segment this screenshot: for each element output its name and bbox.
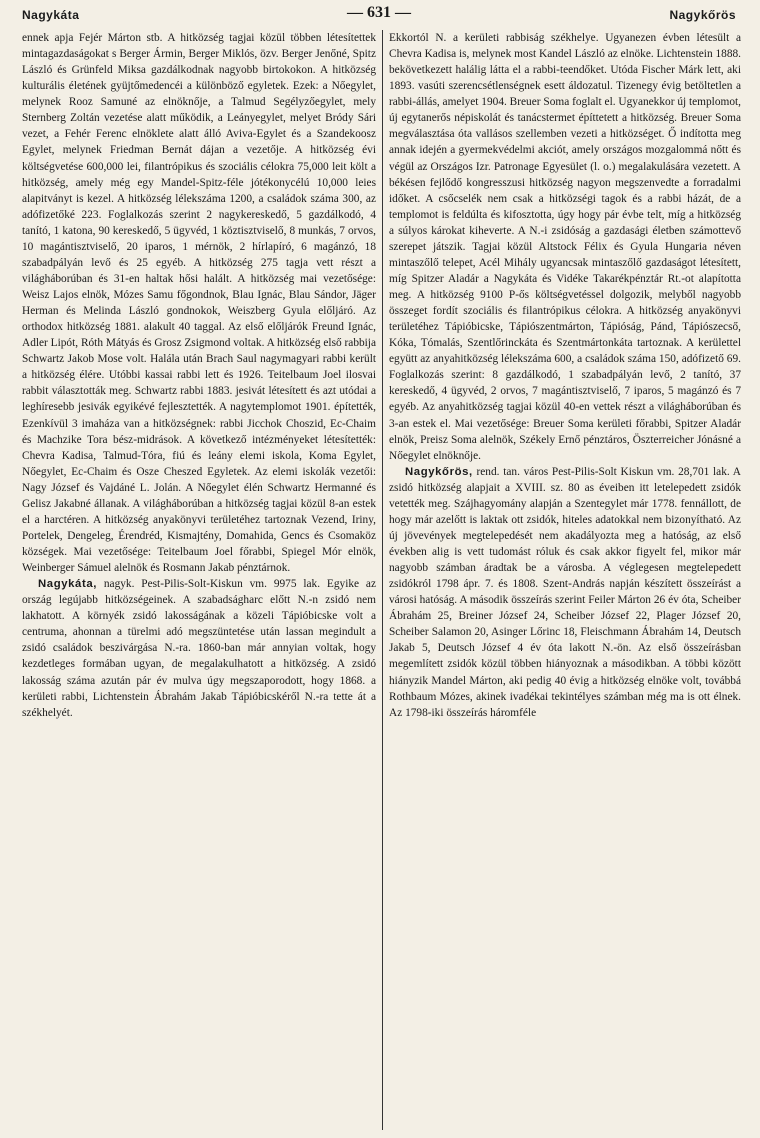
- column-divider: [382, 30, 383, 1130]
- entry-nagykata: [22, 576, 376, 721]
- right-column: [389, 30, 741, 721]
- left-paragraph-1: ennek apja Fejér Márton stb. A hitközség tagjai közül többen létesítettek mintagazdaságokat s Berger Ármin, Berger Miklós, özv. Berger Jenőné, Spitz László és Grünfeld Miksa gazdálkodnak nagyobb birtokokon. A hitközség kulturális életének gyüjtőmedencéi a különböző egyletek. Ezek: a Nőegylet, melynek Rooz Samuné az elnöknője, a Talmud Segélyzőegylet, mely Sternberg Zoltán vezetése alatt működik, a Leányegylet, melyet Bródy Sári vezet, a Fehér Ferenc elnöklete alatt álló Aviva-Egylet és a Szandekoosz Egylet, melynek Friedman Bernát dájan a vezetője. A hitközség évi költségvetése 600,000 lei, filantrópikus és szociális célokra 75,000 leit költ a hitközség, amely még egy Mandel-Spitz-féle jótékonycélú 10,000 leies alapitványt is kezel. A hitközség lélekszáma 1200, a családok száma 300, az adófizetőké 223. Foglalkozás szerint 2 nagykereskedő, 5 gazdálkodó, 4 tanító, 1 katona, 90 kereskedő, 5 ügyvéd, 1 köztisztviselő, 8 munkás, 7 orvos, 10 magántisztviselő, 20 iparos, 1 mérnök, 2 hírlapíró, 6 magánzó, 18 szabadpályán levő és 25 egyéb. A hitközség 275 tagja vett részt a világháborúban és 31-en haltak hősi halált. A hitközség mai vezetősége: Weisz Lajos elnök, Mózes Samu főgondnok, Blau Ignác, Blau Sándor, Jäger Herman és Melinda László gondnokok, Weiszberg Gyula előljáró. Az orthodox hitközség 1881. alakult 40 taggal. Az első előljárók Freund Ignác, Adler Lipót, Róth Mátyás és Grosz Zsigmond voltak. A hitközség első rabbija Schwartz Jakob Mose volt. Halála után Brach Saul nagymagyari rabbi került a hitközség élére. Utóbbi kassai rabbi lett és 1926. Teitelbaum Joel ilosvai rabbit választották meg. Schwartz rabbi 1883. jesivát létesített és azt utódai a leghíresebb jesivák egyikévé fejlesztették. A nagytemplomot 1901. építették, Ezenkívül 3 imaháza van a hitközségnek: rabbi Jicchok Choszid, Ec-Chaim és Machzike Tora bész-midrások. A következő intézményeket létesítették: Chevra Kadisa, Talmud-Tóra, fiú és leány elemi iskola, Koma Egylet, Nőegylet, Ec-Chaim és Osze Cheszed Egyletek. Az elemi iskolák vezetői: Nagy József és Vajdáné L. Jolán. A Nőegylet élén Schwartz Hermanné és Gelisz Jakabné állanak. A világháborúban a hitközség tagjai közül 8-an estek el a harctéren. A hitközség anyakönyvi területéhez tartoznak Vezend, Iriny, Portelek, Dengeleg, Érendréd, Kismajtény, Domahida, Gencs és Csomaköz községek. Mai vezetősége: Teitelbaum Joel főrabbi, Spiegel Mór elnök, Weinberger Sámuel alelnök és Rosmann Jakab pénztárnok.: [22, 32, 376, 575]
- entry-headword: Nagykőrös,: [405, 465, 473, 478]
- entry-body: rend. tan. város Pest-Pilis-Solt Kiskun vm. 28,701 lak. A zsidó hitközség alapjait a XVIII. sz. 80 as éveiben itt letelepedett zsidók vetették meg. Szájhagyomány alapján a Szentegylet már 1778. fennállott, de hogy már azelőtt is laktak ott zsidók, hiteles adatokkal nem bizonyítható. Az új jövevények megtelepedését nem akadályozta meg a hatóság, az első években alig is vett tudomást róluk és csak akkor figyelt fel, mikor már nagyobb számban áradtak be a városba. A véglegesen megtelepedett zsidókról 1798 ápr. 7. és 1808. Szent-András napján készített összeírást a városi hatóság. A második összeírás szerint Feiler Márton 26 év óta, Scheiber Ábrahám 25, Breiner József 24, Scheiber József 22, Plager József 20, Scheiber Salamon 20, Asinger Lőrinc 18, Fleischmann Ábrahám 14, Deutsch Jakab 5, Deutsch József 4 év óta lakott N.-ön. Az első összeírásban megemlített zsidók közül többen hiányoznak a másodikban. A többi között hiányzik Mandel Márton, aki pedig 40 évig a hitközség elnöke volt, továbbá Rothbaum Mózes, akinek ivadékai tekintélyes számban még ma is ott élnek. Az 1798-iki összeírás háromféle: [389, 465, 741, 719]
- left-column: [22, 30, 376, 721]
- running-head-left: Nagykáta: [22, 8, 80, 22]
- entry-headword: Nagykáta,: [38, 578, 97, 591]
- entry-nagykoros: [389, 464, 741, 721]
- running-head-right: Nagykőrös: [669, 8, 736, 22]
- page-header: [22, 2, 736, 26]
- page-number: — 631 —: [347, 4, 411, 21]
- entry-body: nagyk. Pest-Pilis-Solt-Kiskun vm. 9975 lak. Egyike az ország legújabb hitközségeinek. A szabadságharc előtt N.-n zsidó nem lakhatott. A környék zsidó lakosságának a közeli Tápióbicske volt a centruma, ahonnan a türelmi adó megszüntetése után lassan megindult a zsidó családok beszivárgása N.-ra. 1860-ban már annyian voltak, hogy kezdetleges formában ugyan, de megalakulhatott a hitközség. A zsidó lakosság száma azután pár év mulva úgy megszaporodott, hogy 1868. a kerületi rabbi, Lichtenstein Ábrahám Jakab Tápióbicskéről N.-ra tette át a székhelyét.: [22, 578, 376, 719]
- right-paragraph-1: Ekkortól N. a kerületi rabbiság székhelye. Ugyanezen évben létesült a Chevra Kadisa is, melynek most Kandel László az elnöke. Lichtenstein 1888. bekövetkezett halálig látta el a rabbi-teendőket. Utóda Fischer Márk lett, aki 1893. vasúti szerencsétlenségnek esett áldozatul. Tizenegy évig betöltetlen a rabbi-állás, amelyet 1904. Breuer Soma foglalt el. Ugyanekkor új templomot, új egytanerős népiskolát és tanácstermet építtetett a hitközség. Breuer Soma megválasztása óta vallásos szellemben vezeti a hitközséget. Ő indította meg annak idején a gyermekvédelmi akciót, amely országos mozgalommá nőtt és végül az Országos Izr. Patronage Egyesület (l. o.) megalakulására vezetett. A békésen fejlődő kongresszusi hitközség nagyon megszenvedte a forradalmi időket. A csőcselék nem csak a hitközségi tagok és a rabbi házát, de a templomot is feldúlta és kifosztotta, úgy hogy pár évbe telt, míg a hitközség a súlyos károkat kiheverte. A N.-i zsidóság a gazdasági életben számottevő szerepet játszik. Tagjai közül Altstock Félix és Gyula Hungaria néven mintaszőlő telepet, Acél Mihály ugyancsak mintaszőlő gazdaságot létesített, míg Spitzer Aladár a Nagykáta és Vidéke Takarékpénztár Rt.-ot alapította meg. A hitközség 9100 P-ős költségvetéssel dolgozik, melyből nagyobb összeget fordít szociális és filantrópikus célokra. A hitközség anyakönyvi területéhez Tápióbicske, Tápiószentmárton, Tápióság, Pánd, Tápiószecső, Kóka, Tómalás, Szentlőrinckáta és Szentmártonkáta tartoznak. A kerülettel együtt az anyahitközség lélekszáma 600, a családok száma 150, adófizető 69. Foglalkozás szerint: 8 gazdálkodó, 1 szabadpályán levő, 2 tanító, 37 kereskedő, 4 ügyvéd, 2 orvos, 7 magántisztviselő, 7 iparos, 5 magánzó és 7 egyéb. Az anyahitközség tagjai közül 40-en vettek részt a világháborúban és 3-an estek el. Mai vezetősége: Breuer Soma kerületi főrabbi, Spitzer Aladár elnök, Preisz Soma alelnök, Székely Ernő pénztáros, Öszterreicher Jónásné a Nőegylet elnöknője.: [389, 32, 741, 462]
